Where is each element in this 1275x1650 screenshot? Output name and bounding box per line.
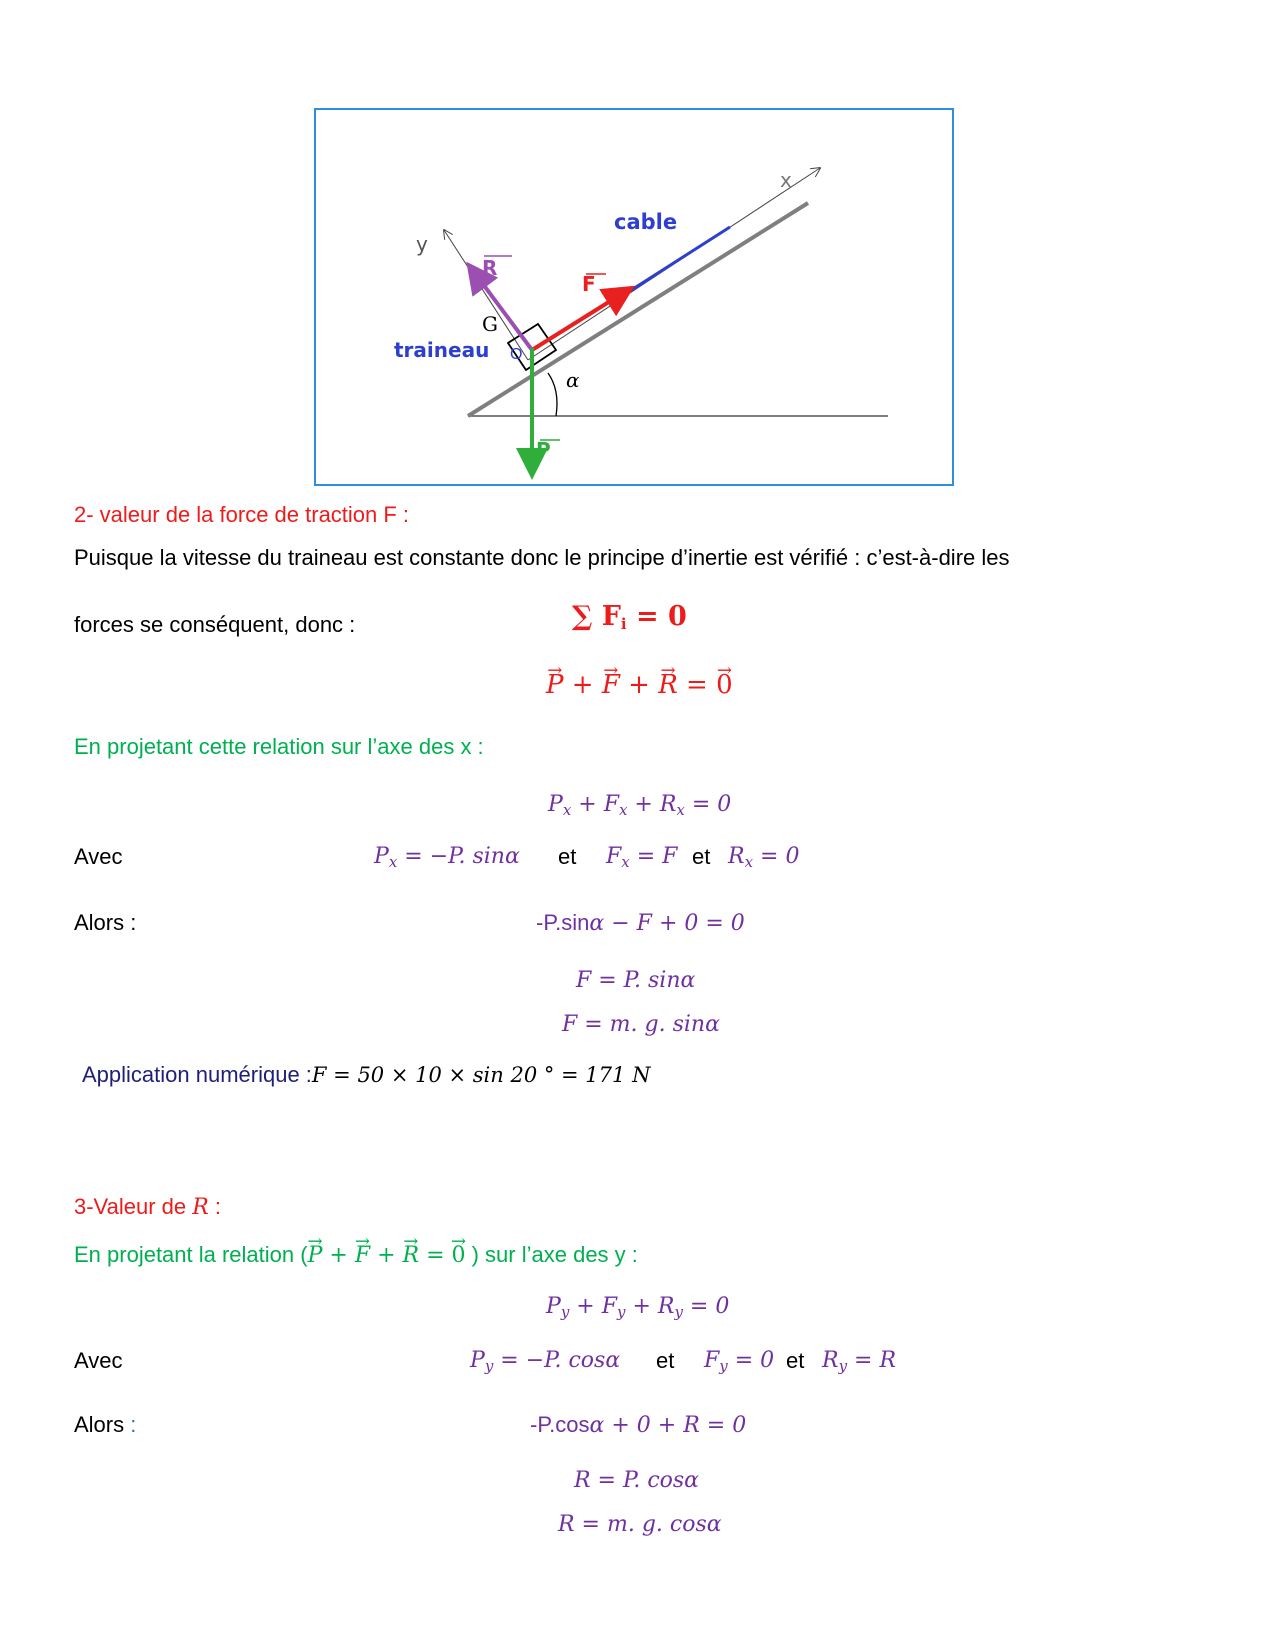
equation-alors-x: -P.sinα − F + 0 = 0 [536,910,745,936]
projection-y-text: En projetant la relation (→ P + → F + → R = → 0 ) sur l’axe des y : [74,1242,638,1269]
label-cable: cable [614,210,678,234]
force-diagram [316,110,956,488]
equation-px-sum: $P_x + F_x + R_x = 0$ [548,792,732,819]
et-label-3: et [656,1348,675,1373]
avec-label-2: Avec [74,1348,123,1373]
label-traineau: traineau [394,338,490,362]
label-p: P [536,438,551,462]
vec-f: → F [602,672,620,698]
section2-line2: forces se conséquent, donc : [74,612,356,637]
et-label-2: et [692,844,711,869]
et-label-4: et [786,1348,805,1373]
section2-line1: Puisque la vitesse du traineau est constante donc le principe d’inertie est vérifié : c’est-à-dire les [74,545,1010,570]
equation-px-def: $P_x = -P$. sinα [374,844,520,871]
equation-ry: $R_y = R$ [822,1348,897,1375]
avec-label-1: Avec [74,844,123,869]
equation-f-psin: F = P. sinα [576,968,696,993]
label-x: x [780,168,792,192]
equation-sum-forces: ∑ $F_i = 0$ [572,601,687,633]
label-o: O [510,346,523,363]
equation-py-def: $P_y = -P$. cosα [470,1348,621,1375]
label-f: F [582,272,596,296]
vec-p: → P [546,672,564,698]
section2-heading: 2- valeur de la force de traction F : [74,502,410,527]
equation-r-mgcos: R = m. g. cosα [558,1512,722,1537]
et-label-1: et [558,844,577,869]
label-alpha: α [566,368,580,392]
equation-f-mgsin: F = m. g. sinα [562,1012,720,1037]
equation-alors-y: -P.cosα + 0 + R = 0 [530,1412,747,1438]
equation-fx: $F_x = F$ [606,844,678,871]
vec-zero: → 0 [716,672,733,698]
equation-vector-sum: → P + → F + → R = → 0 [546,672,733,698]
numerical-application: Application numérique :F = 50 × 10 × sin 20 ° = 171 N [82,1062,651,1087]
projection-x-text: En projetant cette relation sur l’axe des x : [74,734,484,759]
vec-r: → R [658,672,678,698]
section3-heading: 3-Valeur de R : [74,1194,222,1220]
label-g: G [482,312,498,336]
label-r: R [482,256,498,280]
equation-rx: $R_x = 0$ [728,844,800,871]
equation-fy: $F_y = 0$ [704,1348,775,1375]
inclined-plane-figure [314,108,954,486]
alors-label-1: Alors : [74,910,137,935]
angle-arc [548,373,557,416]
alors-label-2: Alors : [74,1412,137,1437]
force-f-arrow [532,290,628,350]
equation-py-sum: $P_y + F_y + R_y = 0$ [546,1294,730,1321]
label-y: y [416,232,428,256]
slope-line [468,203,808,416]
equation-r-pcos: R = P. cosα [574,1468,700,1493]
